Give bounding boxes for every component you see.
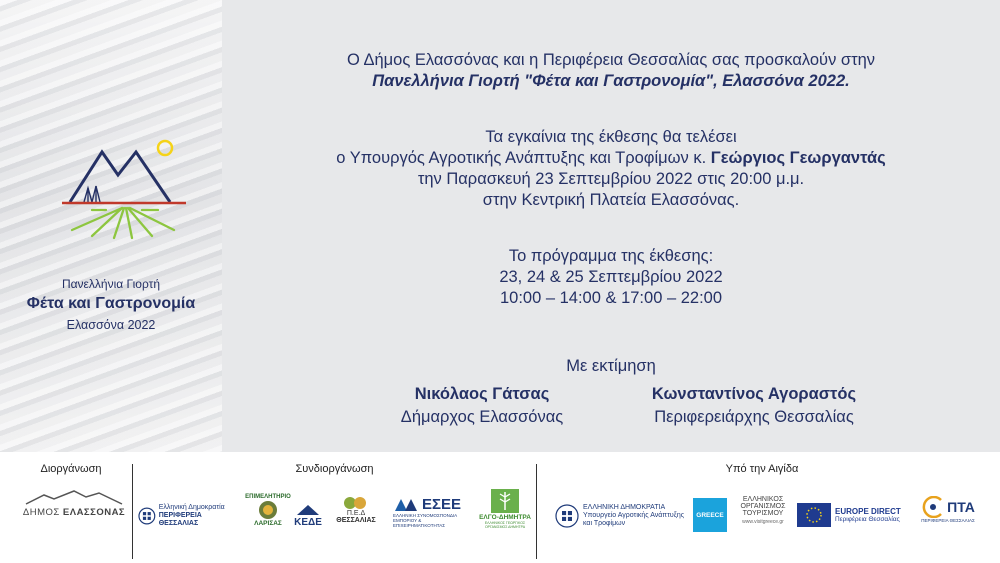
festival-name-line3: Ελασσόνα 2022: [66, 318, 156, 332]
festival-name-line1: Πανελλήνια Γιορτή: [61, 277, 161, 291]
greek-emblem-icon: [555, 503, 579, 529]
signatory-mayor: [372, 383, 592, 429]
elgo-dimitra-logo: ΕΛΓΟ-ΔΗΜΗΤΡΑ ΕΛΛΗΝΙΚΟΣ ΓΕΩΡΓΙΚΟΣ ΟΡΓΑΝΙΣΜΟΣ ΔΗΜΗΤΡΑ: [477, 488, 533, 540]
ped-thessaly-logo: Π.Ε.Δ ΘΕΣΣΑΛΙΑΣ: [327, 496, 385, 534]
signatory-governor: [604, 383, 904, 429]
opening-line3: την Παρασκευή 23 Σεπτεμβρίου 2022 στις 20:00 μ.μ.: [417, 170, 805, 188]
kede-emblem-icon: [295, 503, 321, 517]
opening-line4: στην Κεντρική Πλατεία Ελασσόνας.: [482, 191, 740, 209]
tree-icon: [84, 186, 100, 202]
chamber-larissa-logo: ΕΠΙΜΕΛΗΤΗΡΙΟ ΛΑΡΙΣΑΣ: [245, 494, 291, 527]
minister-name: Γεώργιος Γεωργαντάς: [710, 149, 886, 167]
program-paragraph: [222, 246, 1000, 309]
eu-flag-icon: [797, 503, 831, 527]
sun-icon: [158, 141, 172, 155]
signatory-name: Κωνσταντίνος Αγοραστός: [651, 385, 857, 403]
wheat-icon: [490, 488, 520, 514]
pta-logo: ΠΤΑ ΠΕΡΙΦΕΡΕΙΑ ΘΕΣΣΑΛΙΑΣ: [910, 496, 986, 536]
mountain-icon: [70, 152, 170, 202]
divider: [132, 464, 133, 559]
kede-logo: ΚΕΔΕ: [294, 500, 322, 530]
sponsors-footer: [0, 452, 1000, 563]
divider: [536, 464, 537, 559]
field-rows-icon: [72, 208, 174, 238]
organizer-label: Διοργάνωση: [40, 463, 102, 475]
ped-emblem-icon: [341, 496, 371, 510]
auspices-label: Υπό την Αιγίδα: [725, 463, 799, 475]
coorganizer-label: Συνδιοργάνωση: [295, 463, 374, 475]
esee-emblem-icon: [393, 497, 419, 513]
chamber-emblem-icon: [253, 500, 283, 520]
opening-line1: Τα εγκαίνια της έκθεσης θα τελέσει: [485, 128, 737, 146]
visit-greece-logo: GREECE: [693, 498, 727, 532]
opening-line2: [222, 148, 1000, 169]
left-brand-panel: [0, 0, 222, 452]
festival-mountain-logo: [62, 130, 192, 240]
festival-name-line2: Φέτα και Γαστρονομία: [26, 295, 196, 312]
ministry-agriculture-logo: ΕΛΛΗΝΙΚΗ ΔΗΜΟΚΡΑΤΙΑ Υπουργείο Αγροτικής Ανάπτυξης και Τροφίμων: [555, 500, 691, 532]
program-dates: 23, 24 & 25 Σεπτεμβρίου 2022: [499, 268, 723, 286]
invitation-paragraph: [222, 50, 1000, 92]
mountain-icon: [24, 489, 124, 505]
region-thessaly-logo: Ελληνική Δημοκρατία ΠΕΡΙΦΕΡΕΙΑ ΘΕΣΣΑΛΙΑΣ: [138, 504, 242, 528]
program-title: Το πρόγραμμα της έκθεσης:: [508, 247, 714, 265]
esee-logo: ΕΣΕΕ ΕΛΛΗΝΙΚΗ ΣΥΝΟΜΟΣΠΟΝΔΙΑ ΕΜΠΟΡΙΟΥ & ΕΠΙΧΕΙΡΗΜΑΤΙΚΟΤΗΤΑΣ: [393, 496, 462, 528]
signatory-title: Περιφερειάρχης Θεσσαλίας: [654, 408, 854, 426]
opening-paragraph: [222, 127, 1000, 211]
signatory-name: Νικόλαος Γάτσας: [414, 385, 550, 403]
greek-emblem-icon: [138, 506, 156, 526]
invitation-line1: Ο Δήμος Ελασσόνας και η Περιφέρεια Θεσσαλίας σας προσκαλούν στην: [346, 51, 876, 69]
signatory-title: Δήμαρχος Ελασσόνας: [400, 408, 564, 426]
program-hours: 10:00 – 14:00 & 17:00 – 22:00: [499, 289, 723, 307]
closing-greeting: Με εκτίμηση: [566, 357, 656, 375]
europe-direct-logo: EUROPE DIRECT Περιφέρεια Θεσσαλίας: [797, 502, 905, 528]
municipality-elassona-logo: ΔΗΜΟΣ ΕΛΑΣΣΟΝΑΣ: [20, 489, 128, 523]
opening-line2-prefix: ο Υπουργός Αγροτικής Ανάπτυξης και Τροφίμων κ.: [336, 149, 711, 167]
eot-logo: ΕΛΛΗΝΙΚΟΣ ΟΡΓΑΝΙΣΜΟΣ ΤΟΥΡΙΣΜΟΥ www.visitgreece.gr: [740, 496, 786, 525]
pta-swirl-icon: [921, 496, 945, 518]
invitation-line2: Πανελλήνια Γιορτή "Φέτα και Γαστρονομία", Ελασσόνα 2022.: [372, 72, 850, 90]
